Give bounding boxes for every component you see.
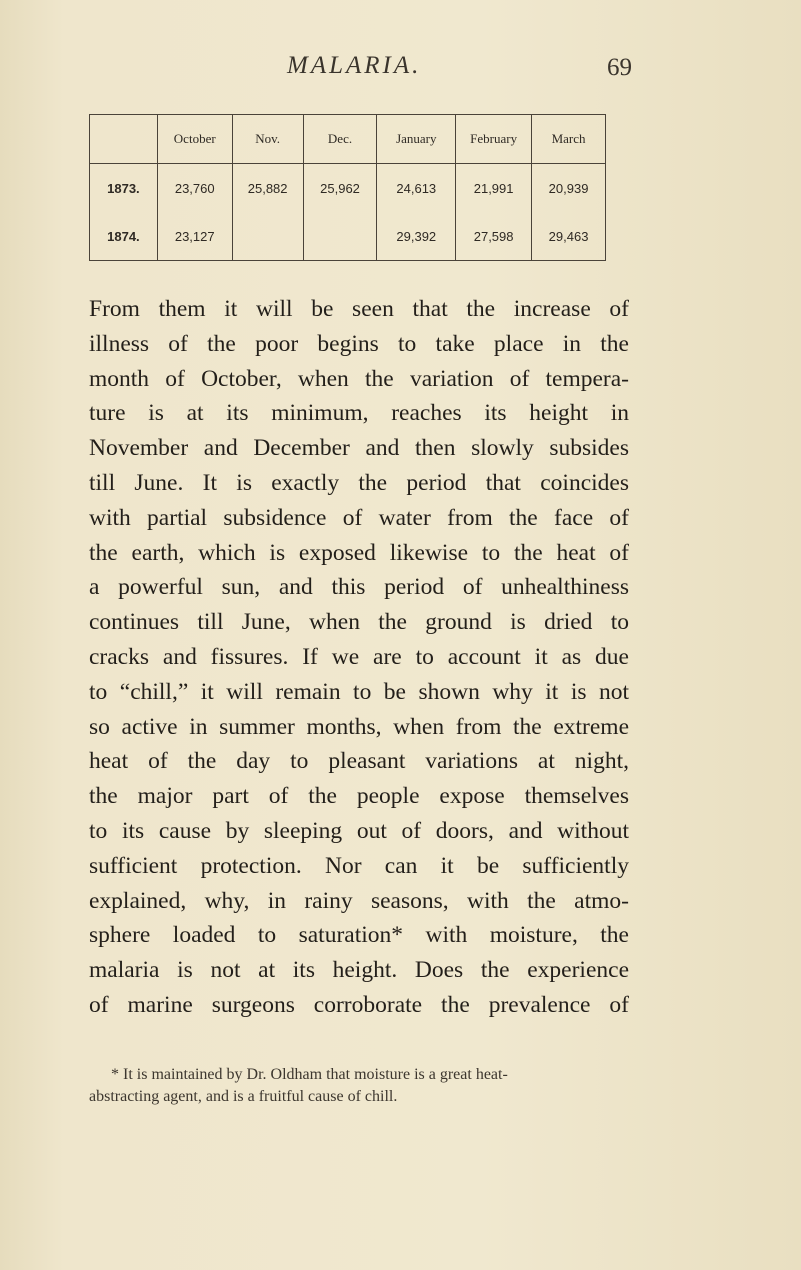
table-header-cell: Dec. — [303, 115, 377, 164]
table-cell: 21,991 — [456, 164, 532, 213]
text-line: illness of the poor begins to take place in the — [89, 330, 629, 357]
page-title: MALARIA. — [287, 52, 422, 79]
text-line: with partial subsidence of water from the face of — [89, 504, 629, 531]
text-line: explained, why, in rainy seasons, with the atmo- — [89, 887, 629, 914]
table-cell: 27,598 — [456, 212, 532, 261]
table-cell: 23,760 — [157, 164, 232, 213]
text-line: heat of the day to pleasant variations at night, — [89, 748, 629, 775]
running-head — [0, 52, 801, 92]
sickness-table — [89, 114, 606, 261]
table-header-cell: Nov. — [232, 115, 303, 164]
footnote-line: * It is maintained by Dr. Oldham that moisture is a great heat- — [111, 1066, 508, 1083]
text-line: November and December and then slowly subsides — [89, 435, 629, 462]
table-cell: 25,882 — [232, 164, 303, 213]
footnote-line: abstracting agent, and is a fruitful cause of chill. — [89, 1088, 398, 1105]
text-line: a powerful sun, and this period of unhealthiness — [89, 574, 629, 601]
table-cell: 25,962 — [303, 164, 377, 213]
table-cell — [232, 212, 303, 261]
year-cell: 1873. — [90, 164, 158, 213]
text-line: to “chill,” it will remain to be shown why it is not — [89, 678, 629, 705]
table-cell — [303, 212, 377, 261]
text-line: ture is at its minimum, reaches its height in — [89, 400, 629, 427]
text-line: month of October, when the variation of tempera- — [89, 365, 629, 392]
text-line: the earth, which is exposed likewise to the heat of — [89, 539, 629, 566]
table-cell: 20,939 — [532, 164, 606, 213]
text-line: continues till June, when the ground is dried to — [89, 609, 629, 636]
text-line: sufficient protection. Nor can it be sufficiently — [89, 852, 629, 879]
text-line: of marine surgeons corroborate the prevalence of — [89, 991, 629, 1018]
text-line: so active in summer months, when from the extreme — [89, 713, 629, 740]
text-line: From them it will be seen that the increase of — [89, 296, 629, 322]
footnote — [89, 1064, 629, 1108]
table-header-cell: January — [377, 115, 456, 164]
table-header-row — [90, 115, 606, 164]
text-line: till June. It is exactly the period that coincides — [89, 469, 629, 496]
table-header-cell: October — [157, 115, 232, 164]
text-line: cracks and fissures. If we are to account it as due — [89, 643, 629, 670]
table-cell: 24,613 — [377, 164, 456, 213]
table-header-cell: March — [532, 115, 606, 164]
text-line: sphere loaded to saturation* with moisture, the — [89, 922, 629, 949]
text-line: the major part of the people expose themselves — [89, 783, 629, 810]
text-line: to its cause by sleeping out of doors, and without — [89, 817, 629, 844]
year-cell: 1874. — [90, 212, 158, 261]
table-cell: 29,392 — [377, 212, 456, 261]
table-row — [90, 164, 606, 213]
table-header-cell: February — [456, 115, 532, 164]
table-row — [90, 212, 606, 261]
table-cell: 23,127 — [157, 212, 232, 261]
text-line: malaria is not at its height. Does the experience — [89, 957, 629, 984]
body-paragraph — [89, 292, 629, 1023]
page-number: 69 — [607, 54, 632, 81]
table-cell: 29,463 — [532, 212, 606, 261]
table-header-cell — [90, 115, 158, 164]
